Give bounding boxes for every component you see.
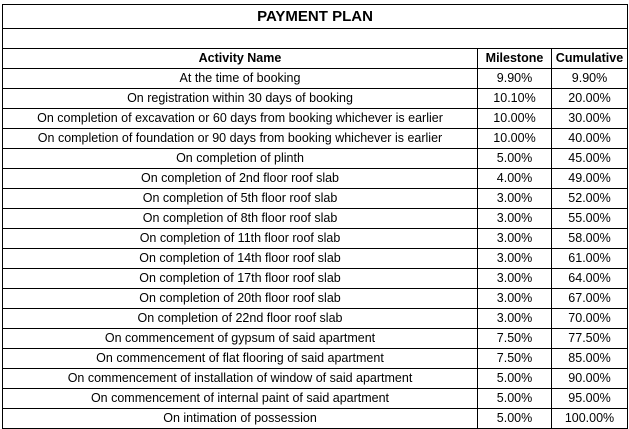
milestone-cell: 5.00% bbox=[478, 389, 552, 409]
milestone-cell: 4.00% bbox=[478, 169, 552, 189]
milestone-cell: 5.00% bbox=[478, 409, 552, 429]
activity-cell: At the time of booking bbox=[3, 69, 478, 89]
activity-cell: On completion of excavation or 60 days from booking whichever is earlier bbox=[3, 109, 478, 129]
table-row bbox=[3, 269, 628, 289]
activity-cell: On commencement of installation of window of said apartment bbox=[3, 369, 478, 389]
milestone-cell: 3.00% bbox=[478, 309, 552, 329]
cumulative-cell: 67.00% bbox=[552, 289, 628, 309]
milestone-cell: 7.50% bbox=[478, 329, 552, 349]
header-activity: Activity Name bbox=[3, 49, 478, 69]
table-title: PAYMENT PLAN bbox=[3, 5, 628, 29]
cumulative-cell: 100.00% bbox=[552, 409, 628, 429]
table-row bbox=[3, 389, 628, 409]
payment-plan-table bbox=[2, 4, 628, 429]
activity-cell: On registration within 30 days of booking bbox=[3, 89, 478, 109]
table-row bbox=[3, 89, 628, 109]
activity-cell: On completion of 20th floor roof slab bbox=[3, 289, 478, 309]
table-row bbox=[3, 109, 628, 129]
table-row bbox=[3, 149, 628, 169]
milestone-cell: 10.10% bbox=[478, 89, 552, 109]
title-row bbox=[3, 5, 628, 29]
milestone-cell: 3.00% bbox=[478, 189, 552, 209]
header-milestone: Milestone bbox=[478, 49, 552, 69]
table-row bbox=[3, 309, 628, 329]
cumulative-cell: 77.50% bbox=[552, 329, 628, 349]
table-row bbox=[3, 69, 628, 89]
cumulative-cell: 55.00% bbox=[552, 209, 628, 229]
cumulative-cell: 58.00% bbox=[552, 229, 628, 249]
activity-cell: On completion of 5th floor roof slab bbox=[3, 189, 478, 209]
activity-cell: On completion of 11th floor roof slab bbox=[3, 229, 478, 249]
milestone-cell: 5.00% bbox=[478, 149, 552, 169]
header-cumulative: Cumulative bbox=[552, 49, 628, 69]
activity-cell: On completion of 14th floor roof slab bbox=[3, 249, 478, 269]
table-row bbox=[3, 189, 628, 209]
milestone-cell: 3.00% bbox=[478, 209, 552, 229]
blank-cell bbox=[3, 29, 628, 49]
activity-cell: On completion of 22nd floor roof slab bbox=[3, 309, 478, 329]
cumulative-cell: 52.00% bbox=[552, 189, 628, 209]
cumulative-cell: 70.00% bbox=[552, 309, 628, 329]
milestone-cell: 10.00% bbox=[478, 129, 552, 149]
activity-cell: On completion of foundation or 90 days from booking whichever is earlier bbox=[3, 129, 478, 149]
header-row bbox=[3, 49, 628, 69]
cumulative-cell: 95.00% bbox=[552, 389, 628, 409]
milestone-cell: 3.00% bbox=[478, 289, 552, 309]
blank-row bbox=[3, 29, 628, 49]
table-row bbox=[3, 409, 628, 429]
table-row bbox=[3, 209, 628, 229]
milestone-cell: 3.00% bbox=[478, 249, 552, 269]
cumulative-cell: 49.00% bbox=[552, 169, 628, 189]
cumulative-cell: 90.00% bbox=[552, 369, 628, 389]
activity-cell: On intimation of possession bbox=[3, 409, 478, 429]
milestone-cell: 10.00% bbox=[478, 109, 552, 129]
table-row bbox=[3, 349, 628, 369]
cumulative-cell: 45.00% bbox=[552, 149, 628, 169]
milestone-cell: 7.50% bbox=[478, 349, 552, 369]
activity-cell: On completion of plinth bbox=[3, 149, 478, 169]
table-row bbox=[3, 229, 628, 249]
activity-cell: On commencement of flat flooring of said apartment bbox=[3, 349, 478, 369]
milestone-cell: 5.00% bbox=[478, 369, 552, 389]
milestone-cell: 3.00% bbox=[478, 229, 552, 249]
milestone-cell: 3.00% bbox=[478, 269, 552, 289]
cumulative-cell: 20.00% bbox=[552, 89, 628, 109]
activity-cell: On commencement of internal paint of said apartment bbox=[3, 389, 478, 409]
table-row bbox=[3, 249, 628, 269]
cumulative-cell: 85.00% bbox=[552, 349, 628, 369]
cumulative-cell: 9.90% bbox=[552, 69, 628, 89]
table-row bbox=[3, 369, 628, 389]
cumulative-cell: 61.00% bbox=[552, 249, 628, 269]
table-row bbox=[3, 289, 628, 309]
table-row bbox=[3, 169, 628, 189]
cumulative-cell: 40.00% bbox=[552, 129, 628, 149]
cumulative-cell: 64.00% bbox=[552, 269, 628, 289]
table-row bbox=[3, 129, 628, 149]
cumulative-cell: 30.00% bbox=[552, 109, 628, 129]
activity-cell: On completion of 8th floor roof slab bbox=[3, 209, 478, 229]
milestone-cell: 9.90% bbox=[478, 69, 552, 89]
activity-cell: On completion of 17th floor roof slab bbox=[3, 269, 478, 289]
activity-cell: On commencement of gypsum of said apartment bbox=[3, 329, 478, 349]
table-row bbox=[3, 329, 628, 349]
activity-cell: On completion of 2nd floor roof slab bbox=[3, 169, 478, 189]
